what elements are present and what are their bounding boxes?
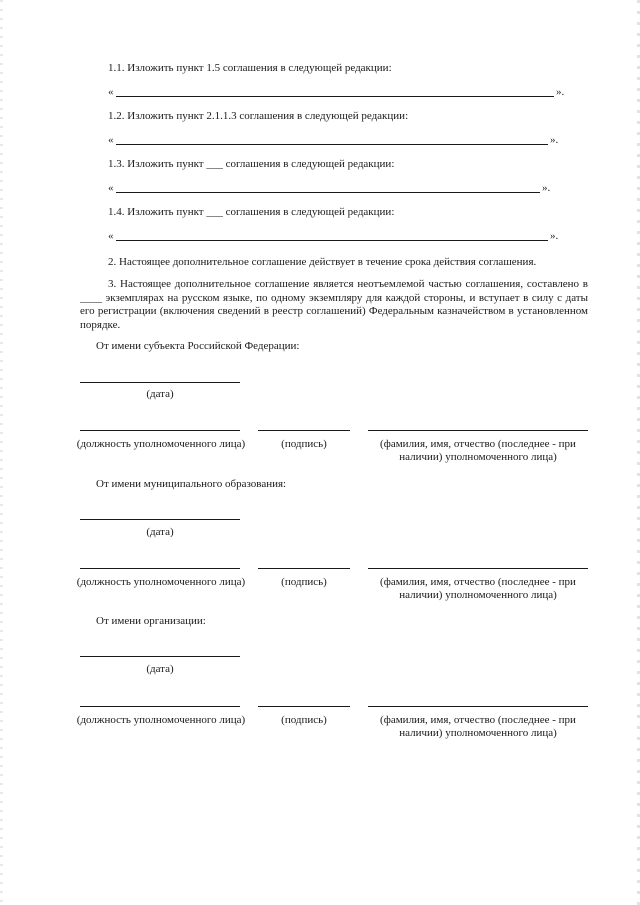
clause-label: 1.4. Изложить пункт ___ соглашения в следующей редакции: xyxy=(108,206,395,218)
clause-label: 1.2. Изложить пункт 2.1.1.3 соглашения в следующей редакции: xyxy=(108,110,409,122)
signature-caption: (подпись) xyxy=(281,714,327,726)
name-caption: (фамилия, имя, отчество (последнее - при наличии) уполномоченного лица) xyxy=(380,438,576,463)
name-caption: (фамилия, имя, отчество (последнее - при наличии) уполномоченного лица) xyxy=(380,714,576,739)
date-line xyxy=(80,656,240,657)
signatory-heading: От имени субъекта Российской Федерации: xyxy=(96,340,300,352)
fill-in-line xyxy=(116,144,548,145)
quote-close: ». xyxy=(556,86,565,98)
signature-line xyxy=(258,706,350,707)
name-line xyxy=(368,706,588,707)
position-line xyxy=(80,568,240,569)
name-line xyxy=(368,430,588,431)
quote-open: « xyxy=(108,182,114,194)
name-line xyxy=(368,568,588,569)
name-caption: (фамилия, имя, отчество (последнее - при наличии) уполномоченного лица) xyxy=(380,576,576,601)
quote-close: ». xyxy=(542,182,551,194)
position-caption: (должность уполномоченного лица) xyxy=(76,576,246,588)
position-line xyxy=(80,706,240,707)
position-caption: (должность уполномоченного лица) xyxy=(76,714,246,726)
signature-caption: (подпись) xyxy=(281,576,327,588)
fill-in-line xyxy=(116,240,548,241)
signature-line xyxy=(258,430,350,431)
quote-open: « xyxy=(108,134,114,146)
fill-in-line xyxy=(116,192,540,193)
scan-edge-left xyxy=(0,0,3,905)
quote-close: ». xyxy=(550,230,559,242)
signatory-heading: От имени организации: xyxy=(96,615,206,627)
paragraph-3: 3. Настоящее дополнительное соглашение является неотъемлемой частью соглашения, составлено в ____ экземплярах на русском языке, по одному экземпляру для каждой стороны, и вступает в силу с даты его регистрации (включения сведений в реестр соглашений) Федеральным казначейством в установленном порядке. xyxy=(80,278,588,331)
position-caption: (должность уполномоченного лица) xyxy=(76,438,246,450)
quote-open: « xyxy=(108,230,114,242)
quote-open: « xyxy=(108,86,114,98)
position-line xyxy=(80,430,240,431)
date-line xyxy=(80,519,240,520)
signatory-heading: От имени муниципального образования: xyxy=(96,478,287,490)
clause-label: 1.3. Изложить пункт ___ соглашения в следующей редакции: xyxy=(108,158,395,170)
quote-close: ». xyxy=(550,134,559,146)
signature-caption: (подпись) xyxy=(281,438,327,450)
fill-in-line xyxy=(116,96,554,97)
signature-line xyxy=(258,568,350,569)
paragraph-2: 2. Настоящее дополнительное соглашение действует в течение срока действия соглашения. xyxy=(108,256,537,268)
clause-label: 1.1. Изложить пункт 1.5 соглашения в следующей редакции: xyxy=(108,62,392,74)
date-caption: (дата) xyxy=(146,663,174,675)
date-caption: (дата) xyxy=(146,388,174,400)
date-line xyxy=(80,382,240,383)
date-caption: (дата) xyxy=(146,526,174,538)
